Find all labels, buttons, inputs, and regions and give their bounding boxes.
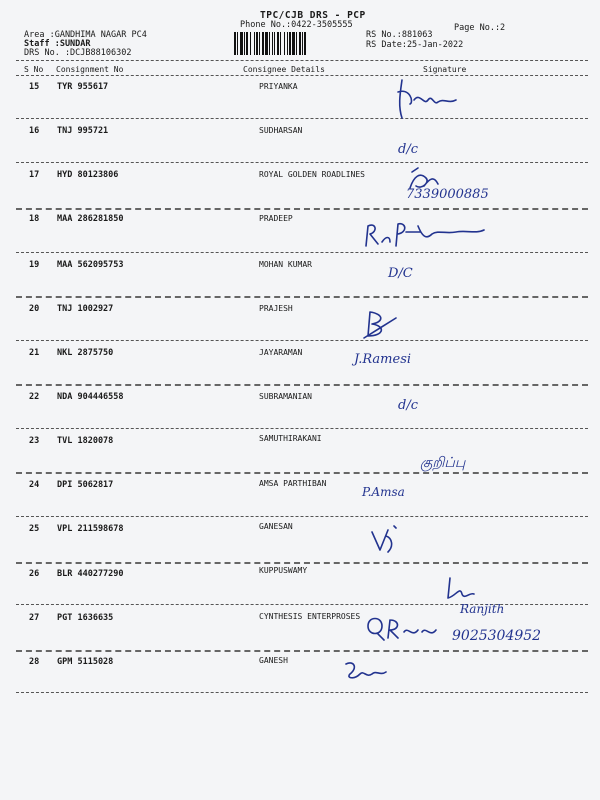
signature-row-27-mark: [360, 612, 440, 642]
rs-date: RS Date:25-Jan-2022: [366, 40, 464, 50]
row-consignee: PRIYANKA: [259, 82, 298, 91]
row-consignee: PRADEEP: [259, 214, 293, 223]
row-consignee: KUPPUSWAMY: [259, 566, 308, 575]
signature-row-20: [360, 308, 400, 340]
row-consignment: DPI 5062817: [57, 480, 114, 490]
row-consignment: MAA 286281850: [57, 214, 124, 224]
row-consignment: VPL 211598678: [57, 524, 124, 534]
signature-row-25: [366, 522, 406, 558]
signature-row-17-phone: 7339000885: [406, 187, 489, 202]
row-divider: [16, 296, 588, 298]
document-title: TPC/CJB DRS - PCP: [260, 10, 366, 21]
row-divider: [16, 162, 588, 163]
row-sno: 20: [29, 304, 40, 314]
staff-label: Staff :SUNDAR: [24, 39, 91, 49]
row-sno: 19: [29, 260, 40, 270]
row-divider: [16, 252, 588, 253]
signature-row-19: D/C: [388, 266, 413, 281]
row-consignee: CYNTHESIS ENTERPROSES: [259, 612, 361, 621]
row-sno: 17: [29, 170, 40, 180]
row-consignment: MAA 562095753: [57, 260, 124, 270]
signature-row-26: [440, 574, 480, 604]
rs-number: RS No.:881063: [366, 30, 433, 40]
row-consignee: PRAJESH: [259, 304, 293, 313]
signature-row-21: J.Ramesi: [354, 352, 412, 367]
signature-row-27-name: Ranjith: [460, 602, 505, 616]
header-divider: [16, 60, 588, 61]
row-consignee: GANESH: [259, 656, 288, 665]
row-sno: 15: [29, 82, 40, 92]
row-sno: 16: [29, 126, 40, 136]
row-consignment: TNJ 1002927: [57, 304, 114, 314]
row-divider: [16, 650, 588, 652]
drs-number: DRS No. :DCJB88106302: [24, 48, 132, 58]
column-header-sno: S No: [24, 65, 44, 74]
row-divider: [16, 428, 588, 429]
row-divider: [16, 208, 588, 210]
signature-row-15: [390, 72, 470, 122]
page-number: Page No.:2: [454, 23, 506, 33]
row-consignee: SUBRAMANIAN: [259, 392, 312, 401]
row-consignment: HYD 80123806: [57, 170, 119, 180]
signature-row-28: [340, 656, 390, 684]
row-consignment: TYR 955617: [57, 82, 109, 92]
row-sno: 18: [29, 214, 40, 224]
row-divider: [16, 118, 588, 119]
column-header-signature: Signature: [423, 65, 467, 74]
row-divider: [16, 340, 588, 341]
row-consignment: TNJ 995721: [57, 126, 109, 136]
row-consignment: NKL 2875750: [57, 348, 114, 358]
column-header-consignment: Consignment No: [56, 65, 124, 74]
row-sno: 23: [29, 436, 40, 446]
row-sno: 25: [29, 524, 40, 534]
barcode-image: [232, 32, 356, 55]
row-consignee: JAYARAMAN: [259, 348, 303, 357]
signature-row-16: d/c: [398, 142, 418, 157]
row-divider: [16, 692, 588, 693]
row-consignment: PGT 1636635: [57, 613, 114, 623]
row-divider: [16, 384, 588, 386]
column-header-consignee: Consignee Details: [243, 65, 325, 74]
row-consignee: ROYAL GOLDEN ROADLINES: [259, 170, 365, 179]
row-sno: 28: [29, 657, 40, 667]
area-label: Area :GANDHIMA NAGAR PC4: [24, 30, 147, 40]
row-divider: [16, 472, 588, 474]
row-consignee: SUDHARSAN: [259, 126, 303, 135]
row-consignment: NDA 904446558: [57, 392, 124, 402]
row-consignment: GPM 5115028: [57, 657, 114, 667]
phone-number: Phone No.:0422-3505555: [240, 20, 353, 30]
row-sno: 24: [29, 480, 40, 490]
row-consignee: SAMUTHIRAKANI: [259, 434, 322, 443]
row-consignee: GANESAN: [259, 522, 293, 531]
signature-row-24: P.Amsa: [362, 485, 405, 499]
row-consignment: TVL 1820078: [57, 436, 114, 446]
row-divider: [16, 562, 588, 564]
column-header-divider: [16, 75, 588, 76]
row-divider: [16, 516, 588, 517]
row-consignment: BLR 440277290: [57, 569, 124, 579]
row-sno: 21: [29, 348, 40, 358]
row-sno: 26: [29, 569, 40, 579]
row-consignee: MOHAN KUMAR: [259, 260, 312, 269]
signature-row-23: குறிப்பு: [420, 455, 466, 471]
row-sno: 27: [29, 613, 40, 623]
signature-row-18: [360, 218, 490, 250]
row-consignee: AMSA PARTHIBAN: [259, 479, 327, 488]
signature-row-22: d/c: [398, 398, 418, 413]
row-sno: 22: [29, 392, 40, 402]
signature-row-27-phone: 9025304952: [452, 628, 542, 644]
